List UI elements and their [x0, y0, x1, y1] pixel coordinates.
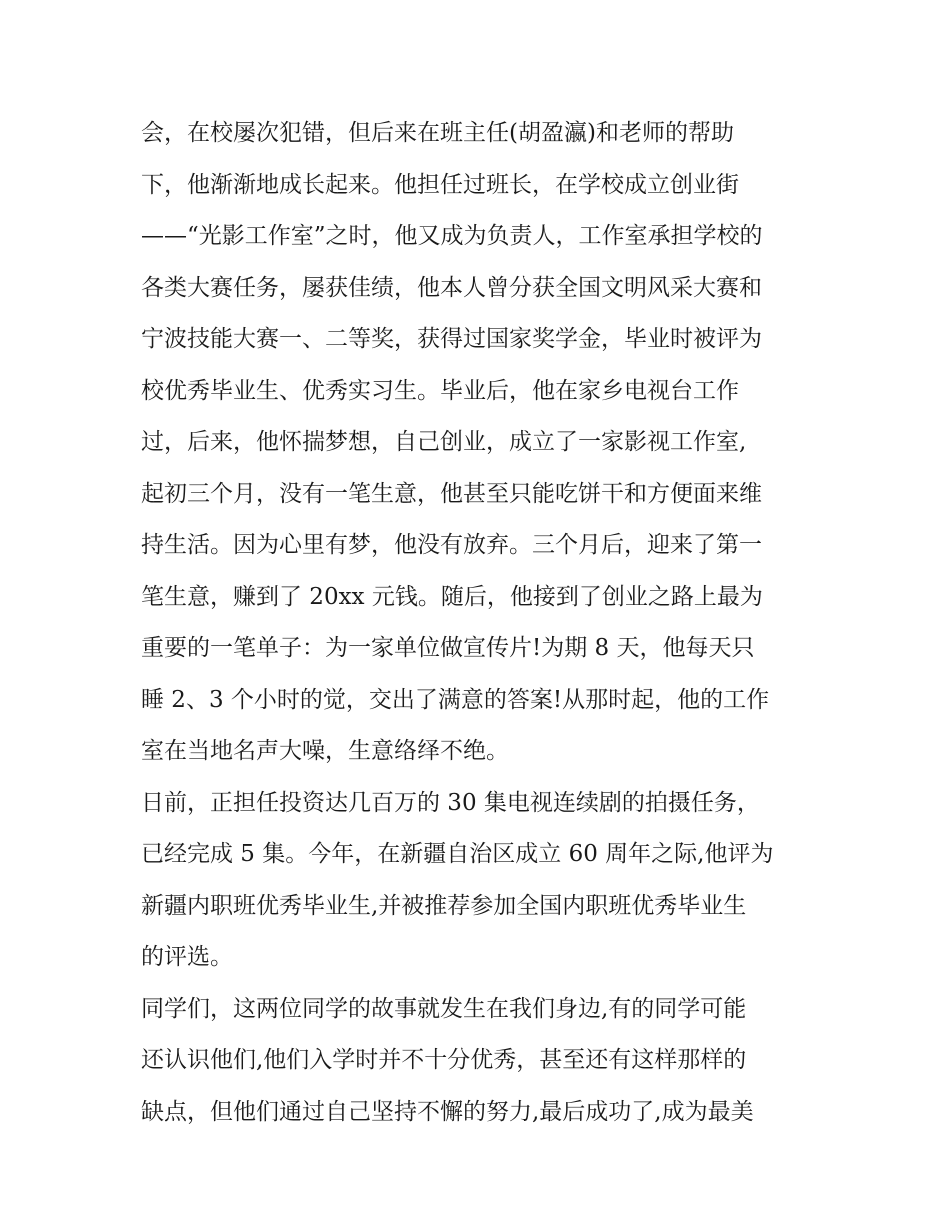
text-line: 各类大赛任务，屡获佳绩，他本人曾分获全国文明风采大赛和	[141, 274, 762, 301]
text-line: 重要的一笔单子：为一家单位做宣传片!为期 8 天，他每天只	[141, 635, 755, 661]
text-line: 宁波技能大赛一、二等奖，获得过国家奖学金，毕业时被评为	[141, 326, 762, 352]
text-line: 已经完成 5 集。今年，在新疆自治区成立 60 周年之际,他评为	[141, 841, 774, 867]
text-line: ——“光影工作室”之时，他又成为负责人，工作室承担学校的	[141, 223, 763, 249]
text-line: 还认识他们,他们入学时并不十分优秀，甚至还有这样那样的	[141, 1047, 747, 1073]
text-line: 会，在校屡次犯错，但后来在班主任(胡盈瀛)和老师的帮助	[141, 120, 734, 146]
body-text	[141, 108, 821, 1138]
text-line: 过，后来，他怀揣梦想，自己创业，成立了一家影视工作室,	[141, 429, 747, 455]
text-line: 的评选。	[141, 944, 233, 970]
text-line: 笔生意，赚到了 20xx 元钱。随后，他接到了创业之路上最为	[141, 583, 763, 610]
text-line: 校优秀毕业生、优秀实习生。毕业后，他在家乡电视台工作	[141, 377, 739, 404]
text-line: 室在当地名声大噪，生意络绎不绝。	[141, 738, 509, 764]
text-line: 起初三个月，没有一笔生意，他甚至只能吃饼干和方便面来维	[141, 480, 762, 507]
text-line: 持生活。因为心里有梦，他没有放弃。三个月后，迎来了第一	[141, 532, 762, 558]
text-line: 缺点，但他们通过自己坚持不懈的努力,最后成功了,成为最美	[141, 1098, 754, 1125]
text-line: 新疆内职班优秀毕业生,并被推荐参加全国内职班优秀毕业生	[141, 892, 747, 919]
text-line: 同学们，这两位同学的故事就发生在我们身边,有的同学可能	[141, 995, 747, 1022]
text-line: 下，他渐渐地成长起来。他担任过班长，在学校成立创业街	[141, 171, 739, 198]
text-line: 睡 2、3 个小时的觉，交出了满意的答案!从那时起，他的工作	[141, 686, 770, 713]
text-line: 日前，正担任投资达几百万的 30 集电视连续剧的拍摄任务，	[141, 789, 760, 816]
